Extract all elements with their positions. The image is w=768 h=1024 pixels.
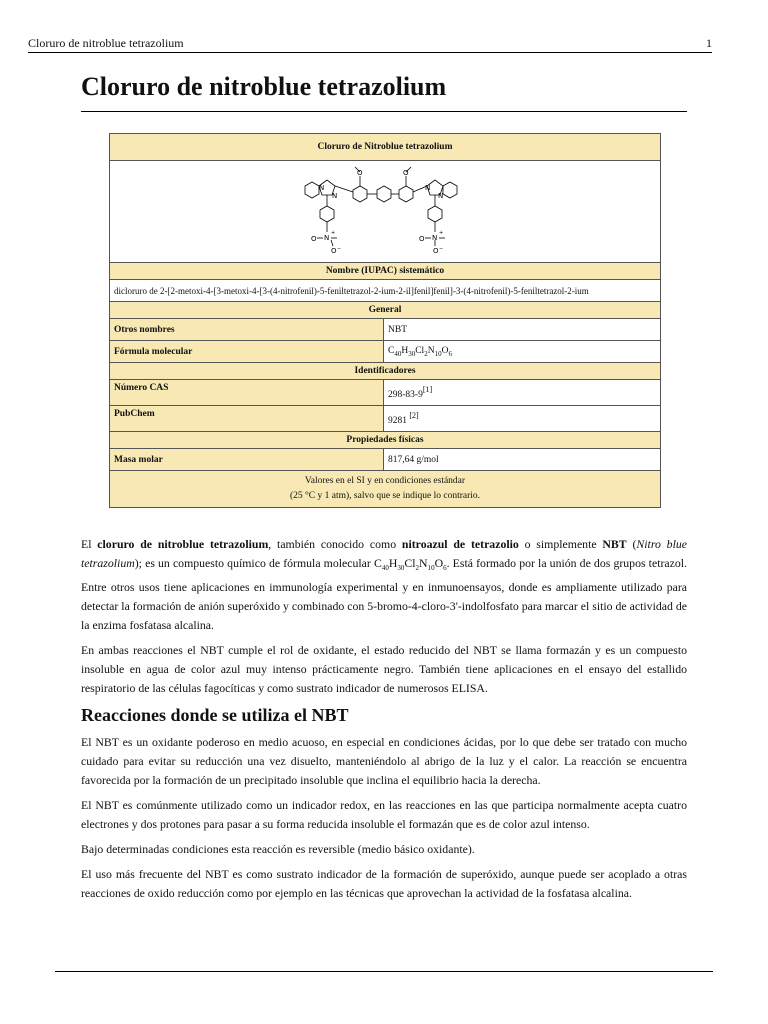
intro-text-a: El (81, 537, 98, 551)
nitro-o-right-a: O (419, 235, 425, 243)
page-number: 1 (706, 36, 712, 50)
other-names-label: Otros nombres (110, 319, 384, 341)
iupac-name: dicloruro de 2-[2-metoxi-4-[3-metoxi-4-[3-(4-nitrofenil)-5-feniltetrazol-2-ium-2-il]fenil]fenil]-3-(4-nitrofenil)-5-feniltetrazol-2-ium (110, 280, 661, 302)
cas-reference-link[interactable]: [1] (422, 385, 433, 394)
intro-bold-nbt: NBT (602, 537, 627, 551)
pubchem-value-cell (384, 406, 661, 432)
pubchem-value: 9281 (388, 416, 407, 426)
intro-text-g: ( (626, 537, 637, 551)
infobox-footer-line-2: (25 °C y 1 atm), salvo que se indique lo contrario. (289, 491, 481, 501)
formula-h: H (401, 345, 409, 356)
cas-value: 298-83-9 (388, 390, 423, 400)
pubchem-label: PubChem (110, 406, 384, 432)
infobox-footer-line-1: Valores en el SI y en condiciones estándar (304, 476, 466, 486)
tetrazole-n-left: N (319, 184, 325, 192)
intro-formula-cl: Cl (404, 556, 416, 570)
title-divider (81, 111, 687, 112)
reactions-paragraph-2: El NBT es comúnmente utilizado como un indicador redox, en las reacciones en las que participa normalmente acepta cuatro electrones y dos protones para pasar a su forma reducida insoluble el formazán que es de color azul intenso. (81, 798, 687, 831)
nitro-n-right: N (432, 234, 438, 242)
intro-formula-h-count: 30 (397, 564, 405, 572)
header-divider (28, 52, 712, 53)
nitro-plus-right: + (439, 230, 444, 236)
intro-formula-c-count: 40 (381, 564, 389, 572)
formula-n-count: 10 (434, 349, 442, 358)
molar-mass-label: Masa molar (110, 449, 384, 471)
intro-paragraph-2: En ambas reacciones el NBT cumple el rol de oxidante, el estado reducido del NBT se llama formazán y es un compuesto insoluble en agua de color azul muy intenso prácticamente negro. También tiene aplicaciones en el ensayo del estallido respiratorio de las células fagocíticas y como sustrato indicador de numerosos ELISA. (81, 643, 687, 695)
intro-formula-h: H (388, 556, 398, 570)
intro-formula-n: N (419, 556, 428, 570)
infobox (109, 133, 661, 508)
nitro-n-left: N (324, 234, 330, 242)
intro-formula-n-count: 10 (427, 564, 435, 572)
intro-formula-c: C (373, 556, 382, 570)
intro-bold-alt-name: nitroazul de tetrazolio (401, 537, 519, 551)
nitro-o-left-a: O (311, 235, 317, 243)
intro-text-c: , también conocido como (268, 537, 402, 551)
footer-divider (55, 971, 713, 972)
cas-value-cell (384, 380, 661, 406)
running-header (28, 36, 712, 51)
identifiers-header: Identificadores (110, 363, 661, 380)
intro-text-i: ); es un compuesto químico de fórmula molecular (134, 556, 374, 570)
intro-formula (374, 556, 447, 570)
reactions-paragraph-3: Bajo determinadas condiciones esta reacción es reversible (medio básico oxidante). (81, 842, 475, 856)
nitro-o-left-b: O (331, 247, 337, 255)
pubchem-reference-link[interactable]: [2] (409, 411, 419, 420)
tetrazole-n-right: N (425, 184, 431, 192)
formula-c-count: 40 (394, 349, 402, 358)
cas-label: Número CAS (110, 380, 384, 406)
physical-properties-header: Propiedades físicas (110, 432, 661, 449)
reactions-paragraph-4: El uso más frecuente del NBT es como sustrato indicador de la formación de superóxido, aunque puede ser acoplado a otras reacciones de oxido reducción como por ejemplo en las técnicas que aprovechan la actividad de la fosfatasa alcalina. (81, 867, 687, 900)
intro-text-e: o simplemente (518, 537, 603, 551)
infobox-footer (110, 471, 661, 508)
running-header-title: Cloruro de nitroblue tetrazolium (28, 36, 184, 50)
intro-italic-english-name: Nitro blue tetrazolium (81, 537, 687, 570)
intro-formula-o-count: 6 (443, 564, 447, 572)
formula-value (384, 341, 661, 363)
reactions-paragraph-1: El NBT es un oxidante poderoso en medio acuoso, en especial en condiciones ácidas, por lo que debe ser tratado con mucho cuidado para evitar su reducción una vez disuelto, manteniéndolo al abrigo de la luz y el calor. La reacción se encuentra favorecida por la formación de un precipitado insoluble que inclina el equilibrio hacia la derecha. (81, 735, 687, 787)
iupac-header: Nombre (IUPAC) sistemático (110, 263, 661, 280)
general-header: General (110, 302, 661, 319)
formula-h-count: 30 (408, 349, 416, 358)
nitro-minus-right: − (439, 246, 444, 252)
reactions-section (81, 733, 687, 909)
intro-section (81, 535, 687, 704)
nitro-o-right-b: O (433, 247, 439, 255)
intro-bold-name: cloruro de nitroblue tetrazolium (97, 537, 269, 551)
section-heading: Reacciones donde se utiliza el NBT (81, 705, 349, 725)
tetrazole-n-left-b: N (332, 192, 338, 200)
tetrazole-n-right-b: N (438, 192, 444, 200)
formula-cl: Cl (415, 345, 425, 356)
nitro-plus-left: + (331, 230, 336, 236)
nbt-structure-diagram (295, 164, 475, 256)
intro-text-j: . Está formado por la unión de dos grupos tetrazol. Entre otros usos tiene aplicaciones en immunología experimental y en inmunoensayos, donde es ampliamente utilizado para detectar la formación de anión superóxido y combinado con 5-bromo-4-cloro-3'-indolfosfato para marcar el sitio de actividad de la enzima fosfatasa alcalina. (81, 556, 687, 632)
formula-o-count: 6 (448, 349, 452, 358)
molar-mass-value: 817,64 g/mol (384, 449, 661, 471)
infobox-title: Cloruro de Nitroblue tetrazolium (110, 134, 661, 161)
formula-n: N (427, 345, 435, 356)
formula-cl-count: 2 (424, 349, 428, 358)
formula-o: O (441, 345, 449, 356)
methoxy-o-left: O (357, 169, 363, 177)
other-names-value: NBT (384, 319, 661, 341)
page-title: Cloruro de nitroblue tetrazolium (81, 72, 447, 101)
nitro-minus-left: − (337, 246, 342, 252)
formula-label: Fórmula molecular (110, 341, 384, 363)
intro-formula-cl-count: 2 (415, 564, 420, 572)
structure-image (110, 161, 661, 263)
methoxy-o-right: O (403, 169, 409, 177)
formula-c: C (388, 345, 395, 356)
intro-paragraph-1 (81, 535, 687, 635)
intro-formula-o: O (434, 556, 444, 570)
